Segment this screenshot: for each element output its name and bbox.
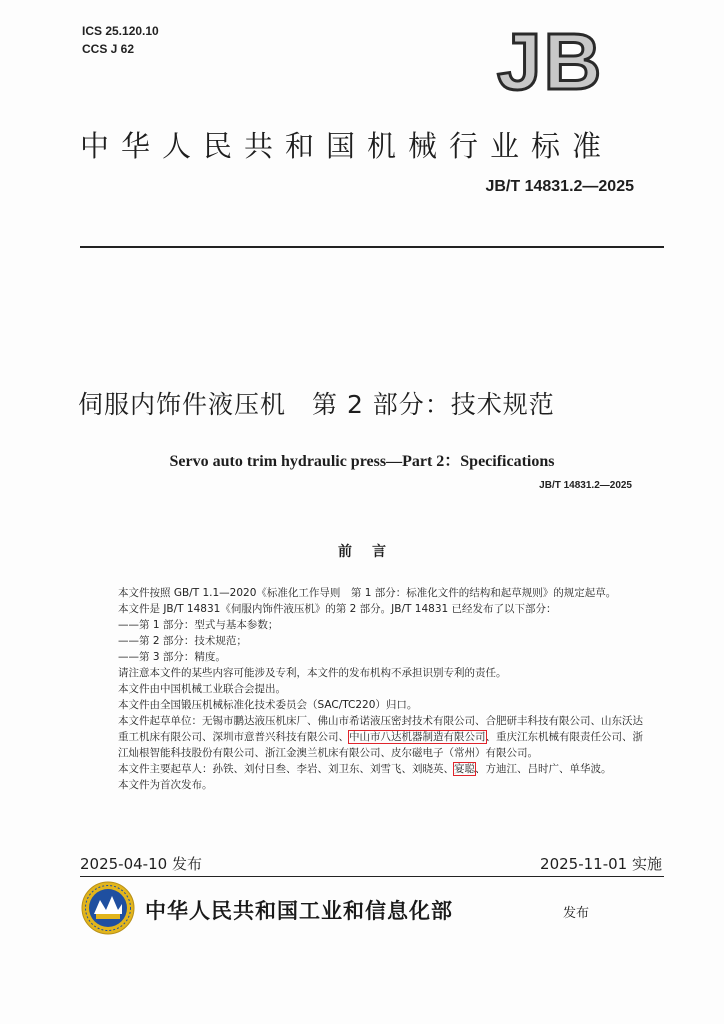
ministry-name: 中华人民共和国工业和信息化部 (145, 899, 453, 923)
highlighted-company: 中山市八达机器制造有限公司 (349, 731, 486, 743)
drafting-units-part-1: 本文件起草单位：无锡市鹏达液压机床厂、佛山市希诺液压密封技术有限公司、合肥研丰科技有限公司、山东沃达重工机床有限公司、深圳市意普兴科技有限公司、 (118, 715, 643, 743)
jb-logo: JB (497, 17, 604, 106)
foreword-paragraph: 本文件由中国机械工业联合会提出。 (118, 683, 286, 695)
foreword-paragraph: 请注意本文件的某些内容可能涉及专利，本文件的发布机构不承担识别专利的责任。 (118, 667, 507, 679)
title-chinese: 伺服内饰件液压机 第 2 部分：技术规范 (78, 390, 555, 419)
title-english: Servo auto trim hydraulic press—Part 2：Specifications (169, 453, 555, 470)
foreword-list-item: ——第 1 部分：型式与基本参数； (118, 619, 279, 631)
foreword-list-item: ——第 3 部分：精度。 (118, 651, 226, 663)
foreword-heading: 前言 (338, 544, 406, 560)
highlighted-drafter: 宴聪 (454, 763, 475, 775)
ccs-code: CCS J 62 (82, 42, 135, 56)
bottom-divider (80, 876, 664, 877)
foreword-paragraph: 本文件按照 GB/T 1.1—2020《标准化工作导则 第 1 部分：标准化文件的结构和起草规则》的规定起草。 (118, 587, 617, 599)
ministry-emblem-icon (80, 880, 136, 936)
foreword-paragraph-drafters (100, 761, 650, 777)
foreword-body (100, 585, 650, 793)
foreword-paragraph: 本文件是 JB/T 14831《伺服内饰件液压机》的第 2 部分。JB/T 14831 已经发布了以下部分： (118, 603, 557, 615)
issue-date: 2025-04-10 发布 (80, 855, 202, 873)
standard-type-heading: 中华人民共和国机械行业标准 (80, 129, 614, 163)
drafters-part-1: 本文件主要起草人：孙铁、刘付日叁、李岩、刘卫东、刘雪飞、刘晓英、 (118, 763, 454, 775)
foreword-paragraph: 本文件为首次发布。 (118, 779, 213, 791)
drafting-units-part-2: 、重庆江东机械有限责任公司、浙江灿根智能科技股份有限公司、浙江金澳兰机床有限公司、皮尔磁电子（常州）有限公司。 (118, 731, 643, 759)
foreword-paragraph-drafting-units (100, 713, 650, 761)
foreword-paragraph: 本文件由全国锻压机械标准化技术委员会（SAC/TC220）归口。 (118, 699, 418, 711)
foreword-list-item: ——第 2 部分：技术规范； (118, 635, 247, 647)
implementation-date: 2025-11-01 实施 (540, 855, 662, 873)
ics-code: ICS 25.120.10 (82, 24, 159, 38)
standard-number: JB/T 14831.2—2025 (485, 178, 634, 195)
top-divider (80, 246, 664, 248)
publish-label: 发布 (563, 906, 590, 921)
drafters-part-2: 、方迪江、吕时广、单华波。 (475, 763, 612, 775)
standard-number-small: JB/T 14831.2—2025 (539, 480, 632, 491)
